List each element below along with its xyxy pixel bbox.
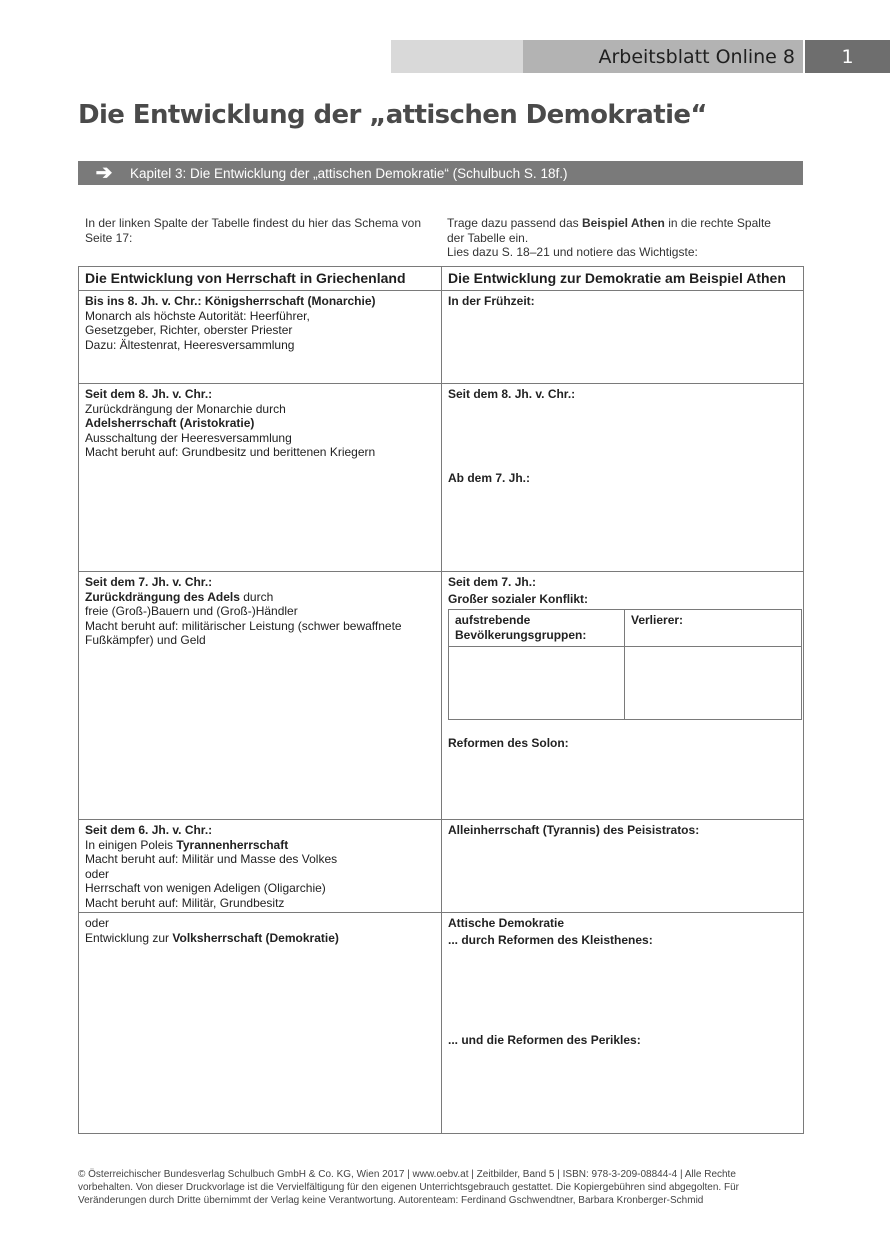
row-text bbox=[85, 931, 435, 946]
row-text-bold: Volksherrschaft (Demokratie) bbox=[172, 930, 339, 945]
intro-text: der Tabelle ein. bbox=[447, 230, 529, 245]
row-text-bold: Adelsherrschaft (Aristokratie) bbox=[85, 416, 255, 430]
intro-left bbox=[85, 216, 437, 245]
prompt-label: ... und die Reformen des Perikles: bbox=[448, 1033, 641, 1047]
page-title: Die Entwicklung der „attischen Demokratie“ bbox=[78, 100, 707, 130]
row-text bbox=[85, 590, 435, 605]
row-text: oder bbox=[85, 916, 110, 930]
row-heading: Seit dem 7. Jh. v. Chr.: bbox=[85, 575, 213, 589]
row-text-bold: Tyrannenherrschaft bbox=[176, 837, 289, 852]
row-text: Ausschaltung der Heeresversammlung bbox=[85, 430, 292, 445]
conflict-header-text: aufstrebende bbox=[455, 613, 531, 627]
conflict-header-text: Verlierer: bbox=[631, 613, 684, 627]
row-text-part: In einigen Poleis bbox=[85, 837, 177, 852]
prompt-label: Seit dem 7. Jh.: bbox=[448, 575, 537, 589]
copyright-footer bbox=[78, 1168, 803, 1207]
intro-text-part: in die rechte Spalte bbox=[664, 216, 771, 230]
row-text: oder bbox=[85, 866, 110, 881]
row4-left bbox=[79, 820, 442, 913]
conflict-table bbox=[448, 609, 802, 720]
table-header-right: Die Entwicklung zur Demokratie am Beispiel Athen bbox=[442, 267, 804, 291]
row-text: Fußkämpfer) und Geld bbox=[85, 633, 206, 647]
intro-text-bold: Beispiel Athen bbox=[581, 216, 665, 230]
row-text: Macht beruht auf: militärischer Leistung (schwer bewaffnete bbox=[85, 618, 402, 633]
conflict-header-losers bbox=[625, 610, 801, 647]
table-header-left: Die Entwicklung von Herrschaft in Griechenland bbox=[79, 267, 442, 291]
row-text-part: durch bbox=[239, 589, 274, 604]
row-heading: Seit dem 6. Jh. v. Chr.: bbox=[85, 823, 213, 837]
chapter-bar bbox=[78, 161, 803, 185]
row3-right-answer-area[interactable] bbox=[442, 572, 804, 820]
conflict-answer-losers[interactable] bbox=[625, 647, 801, 719]
row1-right-answer-area[interactable] bbox=[442, 291, 804, 384]
row-text: Gesetzgeber, Richter, oberster Priester bbox=[85, 323, 293, 337]
row4-right-answer-area[interactable] bbox=[442, 820, 804, 913]
intro-text bbox=[447, 216, 797, 231]
row5-right-answer-area[interactable] bbox=[442, 913, 804, 1133]
prompt-label: Großer sozialer Konflikt: bbox=[448, 592, 589, 606]
right-arrow-icon: ➔ bbox=[95, 162, 113, 184]
conflict-header-rising-groups bbox=[449, 610, 625, 647]
prompt-label: Seit dem 8. Jh. v. Chr.: bbox=[448, 387, 576, 401]
row-heading: Bis ins 8. Jh. v. Chr.: Königsherrschaft (Monarchie) bbox=[85, 294, 376, 308]
footer-text: Veränderungen durch Dritte übernimmt der Verlag keine Verantwortung. Autorenteam: Ferdinand Gschwendtner, Barbara Kronberger-Schmid bbox=[78, 1195, 704, 1206]
prompt-label: Reformen des Solon: bbox=[448, 736, 569, 750]
header-decor-bar bbox=[391, 40, 523, 73]
prompt-label: In der Frühzeit: bbox=[448, 294, 535, 308]
row-heading: Seit dem 8. Jh. v. Chr.: bbox=[85, 387, 213, 401]
row-text-part: Entwicklung zur bbox=[85, 930, 173, 945]
page-number: 1 bbox=[805, 40, 890, 73]
row-text: Zurückdrängung der Monarchie durch bbox=[85, 401, 286, 416]
row-text: Herrschaft von wenigen Adeligen (Oligarchie) bbox=[85, 881, 326, 895]
worksheet-label: Arbeitsblatt Online 8 bbox=[523, 40, 803, 73]
prompt-label: Attische Demokratie bbox=[448, 916, 565, 930]
footer-text: vorbehalten. Von dieser Druckvorlage ist die Vervielfältigung für den eigenen Unterrichtsgebrauch gestattet. Die Kopiergebühren sind abgegolten. Für bbox=[78, 1182, 739, 1193]
row2-right-answer-area[interactable] bbox=[442, 384, 804, 572]
row-text: Dazu: Ältestenrat, Heeresversammlung bbox=[85, 337, 295, 352]
row-text: freie (Groß-)Bauern und (Groß-)Händler bbox=[85, 604, 298, 618]
row-text bbox=[85, 838, 435, 853]
intro-text: Seite 17: bbox=[85, 230, 133, 245]
intro-right bbox=[447, 216, 797, 260]
row-text: Macht beruht auf: Militär, Grundbesitz bbox=[85, 895, 285, 910]
conflict-header-text: Bevölkerungsgruppen: bbox=[455, 628, 587, 642]
footer-text: © Österreichischer Bundesverlag Schulbuch GmbH & Co. KG, Wien 2017 | www.oebv.at | Zeitbilder, Band 5 | ISBN: 978-3-209-08844-4 | Alle Rechte bbox=[78, 1169, 736, 1180]
row-text: Macht beruht auf: Militär und Masse des Volkes bbox=[85, 852, 338, 866]
worksheet-table bbox=[78, 266, 804, 1134]
row5-left bbox=[79, 913, 442, 1133]
row-text: Macht beruht auf: Grundbesitz und berittenen Kriegern bbox=[85, 445, 376, 459]
row2-left bbox=[79, 384, 442, 572]
conflict-answer-rising-groups[interactable] bbox=[449, 647, 625, 719]
row1-left bbox=[79, 291, 442, 384]
chapter-text: Kapitel 3: Die Entwicklung der „attischen Demokratie“ (Schulbuch S. 18f.) bbox=[130, 165, 568, 181]
prompt-label: Alleinherrschaft (Tyrannis) des Peisistratos: bbox=[448, 823, 700, 837]
intro-text: In der linken Spalte der Tabelle findest du hier das Schema von bbox=[85, 216, 421, 230]
row3-left bbox=[79, 572, 442, 820]
row-text-bold: Zurückdrängung des Adels bbox=[85, 589, 240, 604]
intro-text: Lies dazu S. 18–21 und notiere das Wichtigste: bbox=[447, 245, 698, 259]
prompt-label: ... durch Reformen des Kleisthenes: bbox=[448, 933, 653, 947]
prompt-label: Ab dem 7. Jh.: bbox=[448, 471, 531, 485]
row-text: Monarch als höchste Autorität: Heerführer, bbox=[85, 308, 310, 323]
intro-text-part: Trage dazu passend das bbox=[447, 216, 582, 230]
